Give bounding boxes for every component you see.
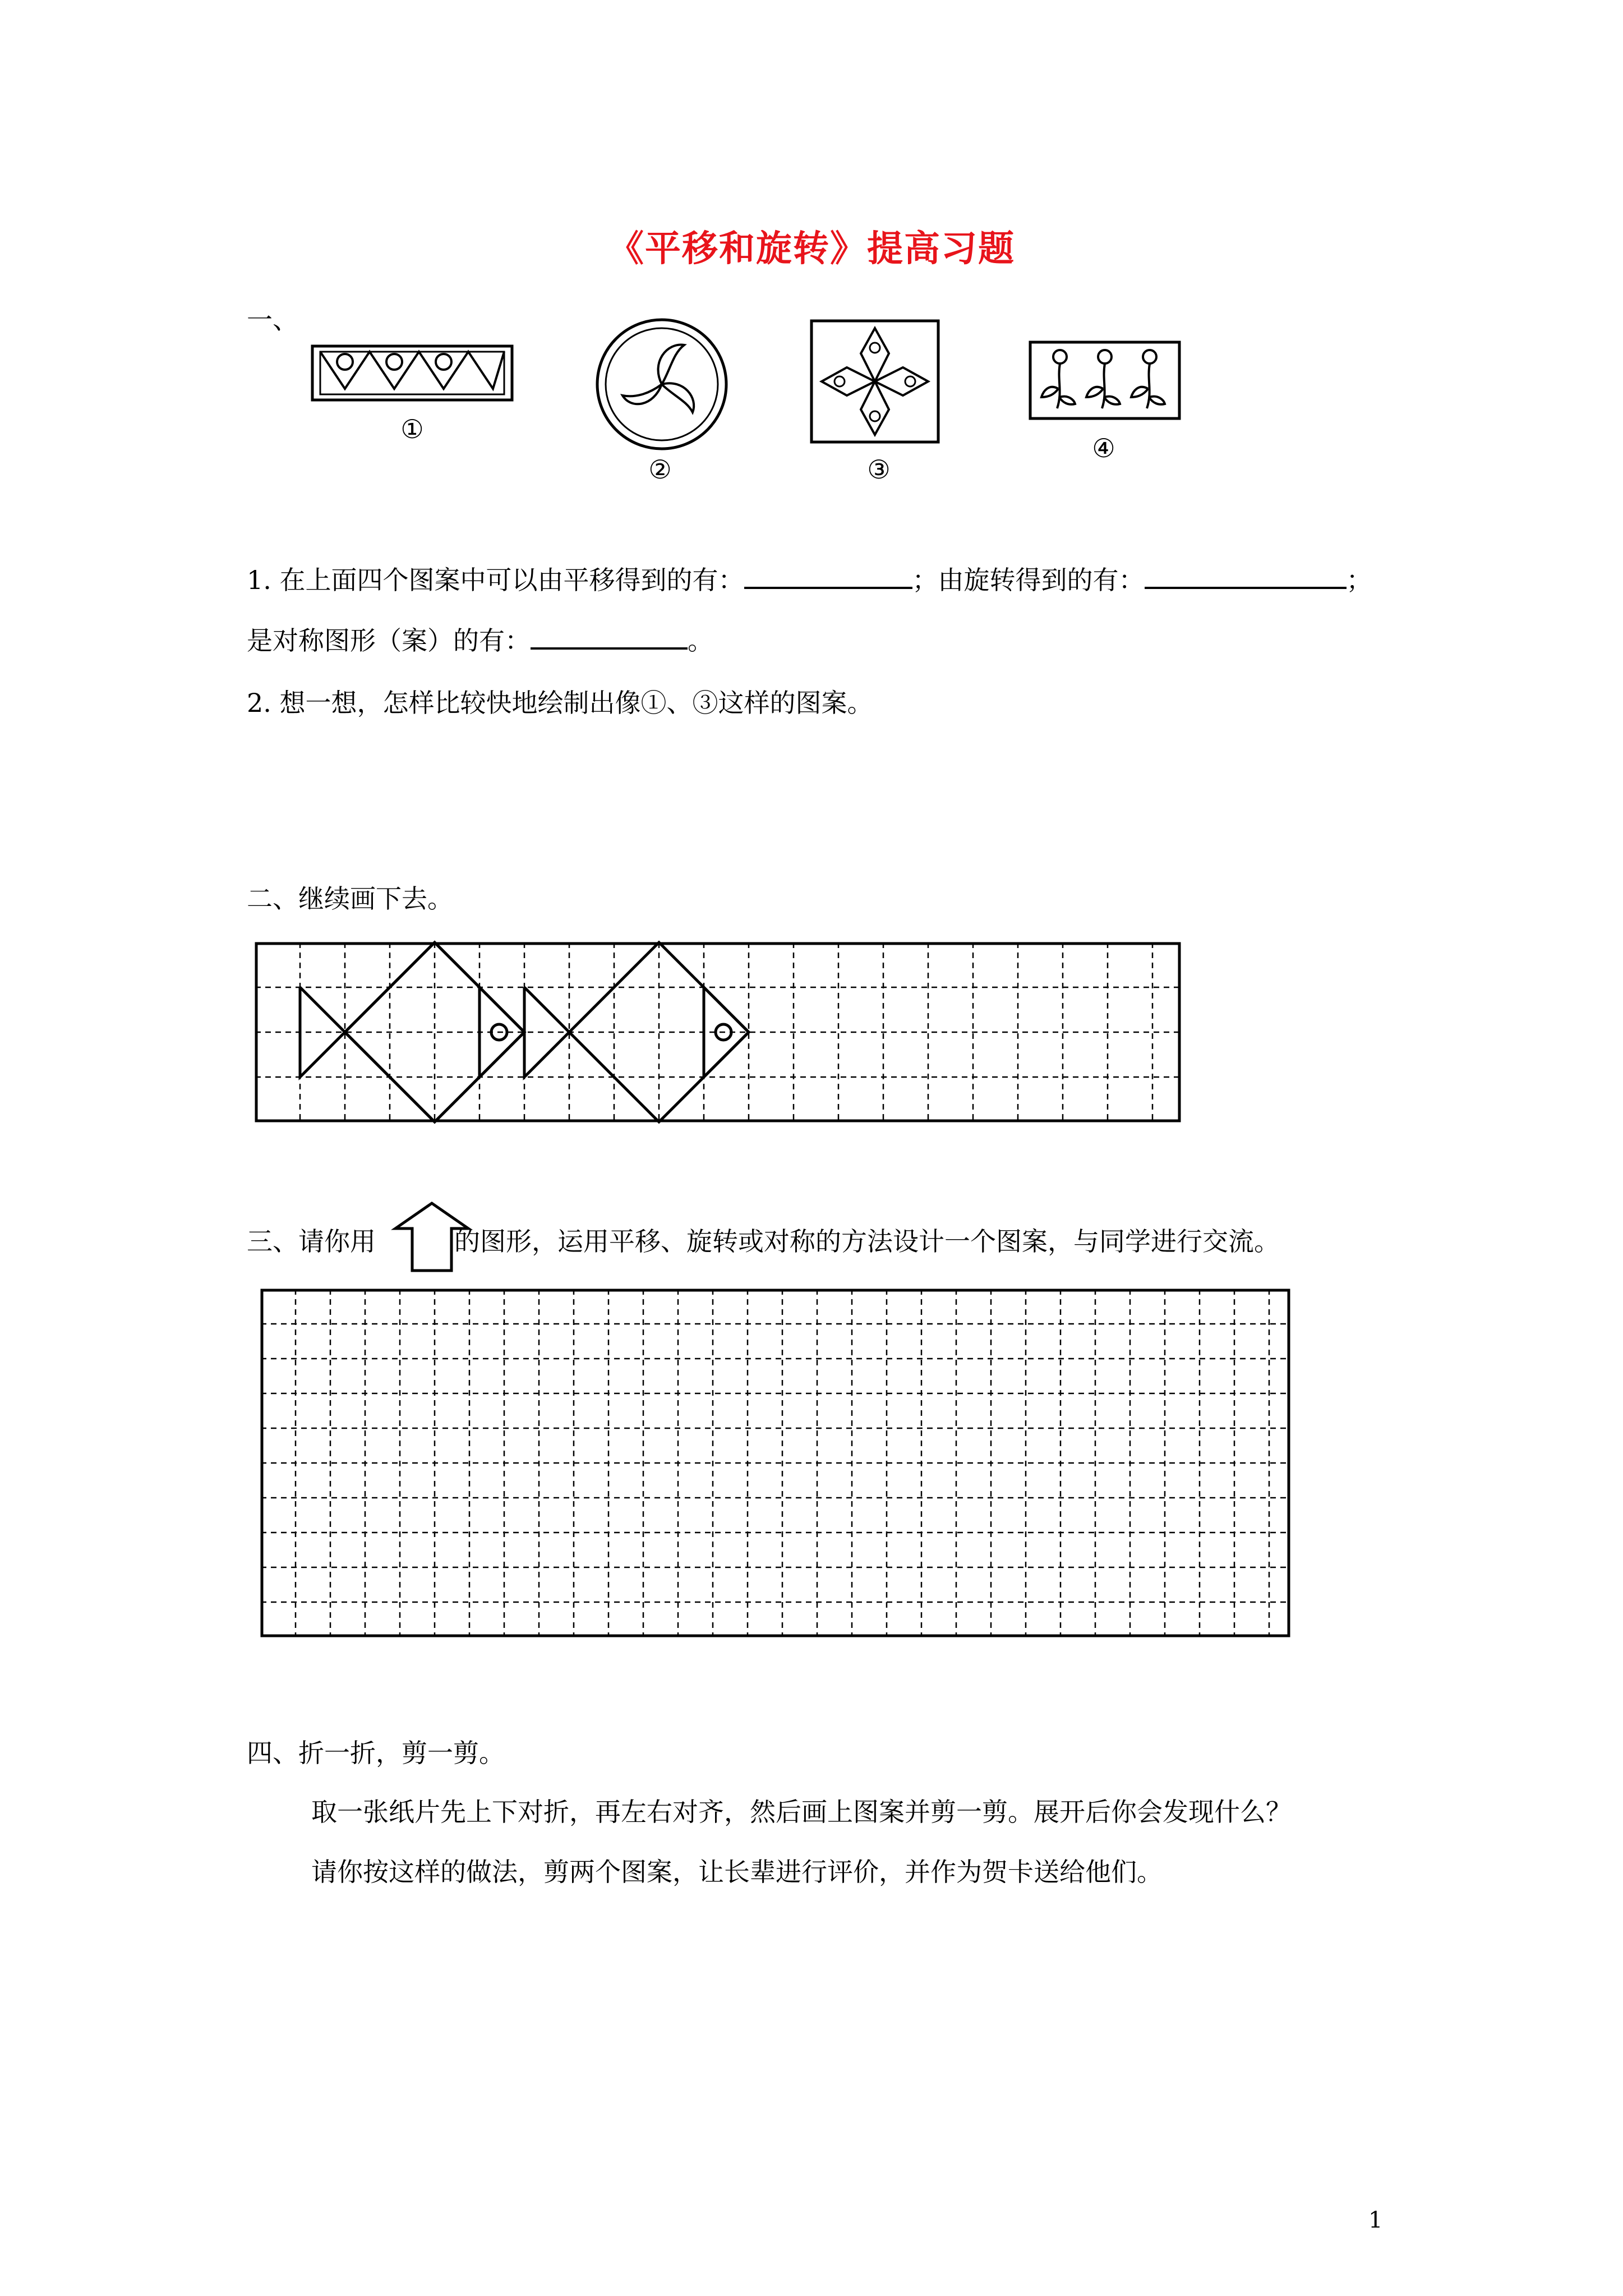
section-4-line-2: 请你按这样的做法，剪两个图案，让长辈进行评价，并作为贺卡送给他们。 (311, 1857, 1163, 1887)
section-4-heading: 四、折一折，剪一剪。 (247, 1738, 505, 1768)
figure-2-swirl-pattern (594, 317, 729, 452)
section-4-line-1: 取一张纸片先上下对折，再左右对齐，然后画上图案并剪一剪。展开后你会发现什么？ (311, 1797, 1292, 1827)
figure-3-label: ③ (867, 454, 891, 485)
q1-text-part1: 1. 在上面四个图案中可以由平移得到的有： (247, 565, 744, 595)
page-number: 1 (1368, 2207, 1383, 2233)
answer-blank-translation[interactable] (744, 561, 912, 589)
figure-1-zigzag-pattern (311, 345, 513, 401)
question-1-line2 (247, 622, 713, 657)
question-2: 2. 想一想，怎样比较快地绘制出像①、③这样的图案。 (247, 688, 873, 718)
figure-3-diamond-pattern (810, 320, 939, 443)
q1-text-part5: 。 (688, 625, 713, 656)
figure-4-flower-pattern (1029, 341, 1181, 420)
figure-1-label: ① (400, 414, 424, 444)
q1-text-part4: 是对称图形（案）的有： (247, 625, 531, 656)
design-grid[interactable] (261, 1289, 1290, 1637)
question-1 (247, 561, 1372, 597)
section-3-text-before: 三、请你用 (247, 1226, 376, 1257)
answer-blank-rotation[interactable] (1145, 561, 1347, 589)
answer-blank-symmetric[interactable] (531, 622, 688, 650)
figure-4-label: ④ (1092, 433, 1115, 463)
fish-grid[interactable] (255, 942, 1181, 1122)
section-2-heading: 二、继续画下去。 (247, 884, 453, 914)
arrow-shape-icon (393, 1200, 471, 1273)
figure-2-label: ② (648, 454, 672, 485)
q1-text-part3: ； (1346, 565, 1372, 595)
page-title: 《平移和旋转》提高习题 (608, 228, 1015, 270)
section-3-text-after: 的图形，运用平移、旋转或对称的方法设计一个图案，与同学进行交流。 (454, 1226, 1280, 1257)
section-1-heading: 一、 (247, 305, 298, 335)
q1-text-part2: ；由旋转得到的有： (912, 565, 1145, 595)
